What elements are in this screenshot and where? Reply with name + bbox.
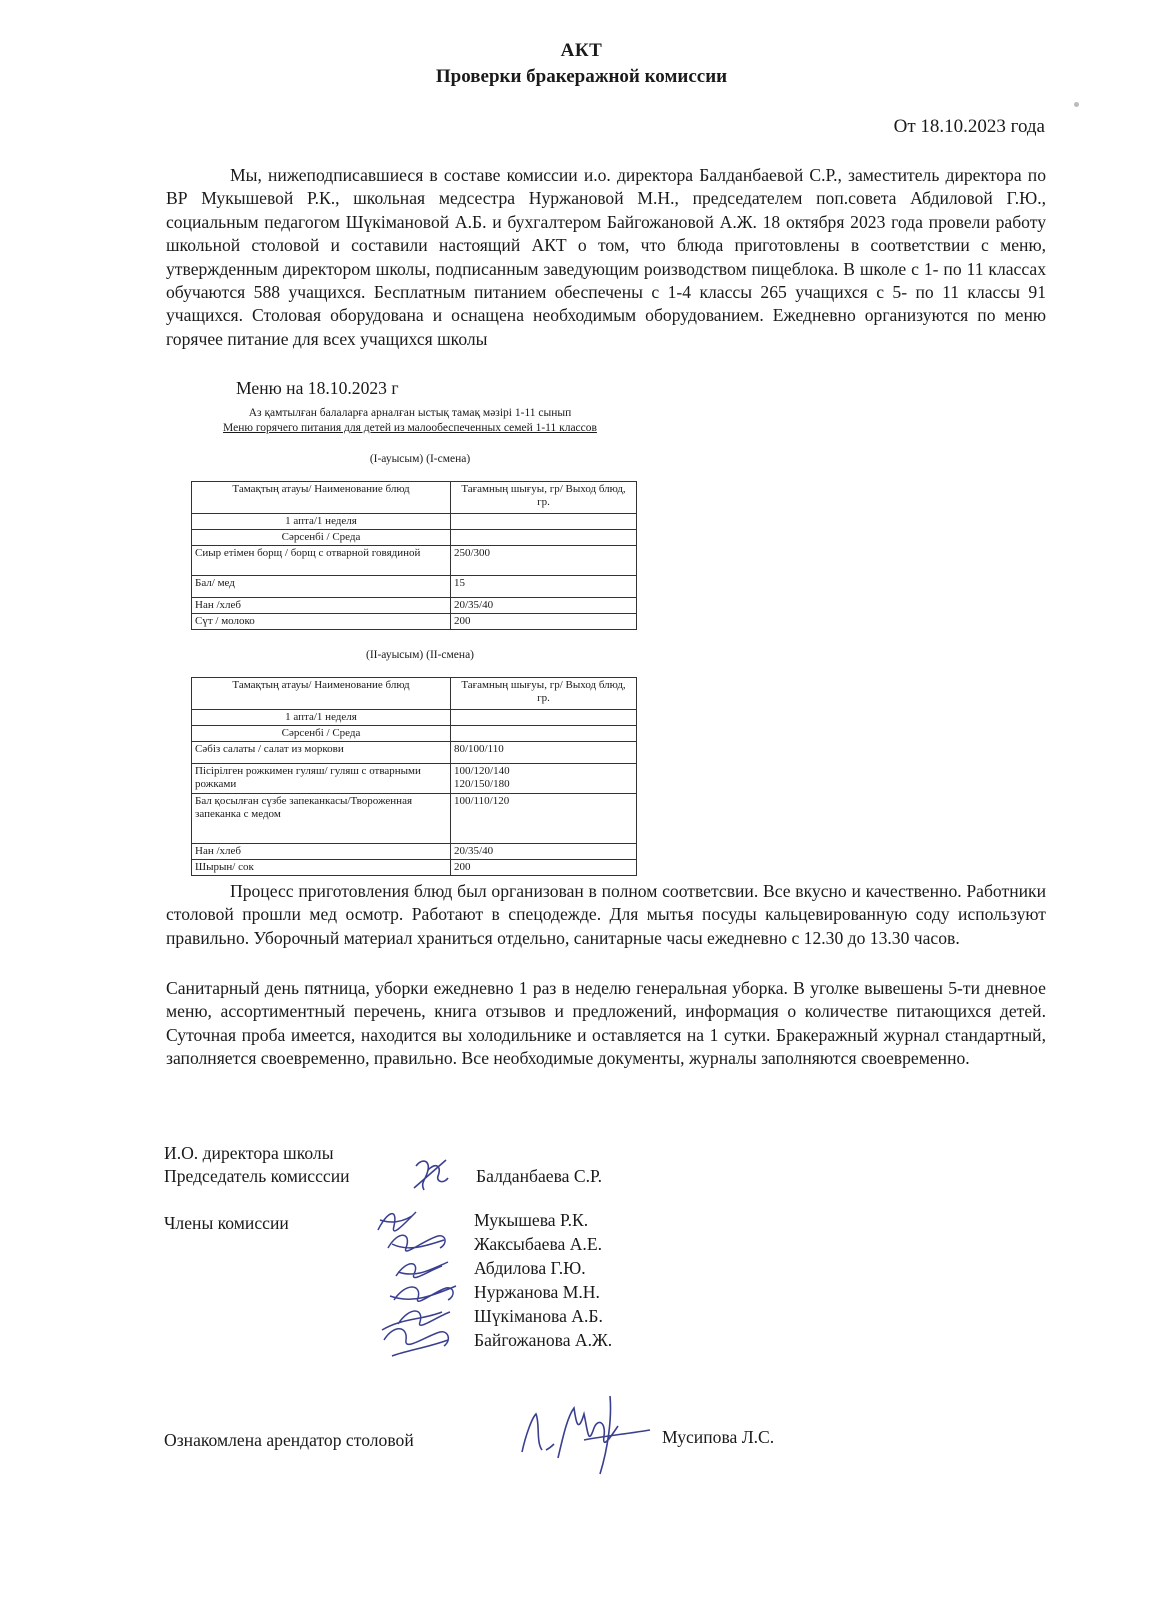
process-paragraph bbox=[166, 880, 1046, 950]
table-row-yield: 250/300 bbox=[451, 546, 637, 576]
table-row-yield: 20/35/40 bbox=[451, 598, 637, 614]
chair-name: Балданбаева С.Р. bbox=[476, 1166, 602, 1186]
sanitary-paragraph: Санитарный день пятница, уборки ежедневно 1 раз в неделю генеральная уборка. В уголке вывешены 5-ти дневное меню, ассортиментный перечень, книга отзывов и предложений, информация о количестве питающихся детей. Суточная проба имеется, находится вы холодильнике и оставляется на 1 сутки. Бракеражный журнал стандартный, заполняется своевременно, правильно. Все необходимые документы, журналы заполняются своевременно. bbox=[166, 978, 1046, 1069]
table-header-yield: Тағамның шығуы, гр/ Выход блюд, гр. bbox=[451, 482, 637, 514]
table-row-dish: Нан /хлеб bbox=[192, 844, 451, 860]
week-cell: 1 апта/1 неделя bbox=[192, 710, 451, 726]
chair-label: Председатель комисссии bbox=[164, 1166, 350, 1186]
menu-date: Меню на 18.10.2023 г bbox=[236, 378, 399, 398]
shift1-label: (І-ауысым) (І-смена) bbox=[369, 453, 471, 465]
table-row-dish: Бал/ мед bbox=[192, 576, 451, 598]
table-row-dish: Пісірілген рожкимен гуляш/ гуляш с отварными рожками bbox=[192, 764, 451, 794]
director-label: И.О. директора школы bbox=[164, 1143, 334, 1163]
day-cell: Сәрсенбі / Среда bbox=[192, 726, 451, 742]
shift2-menu-table bbox=[191, 677, 637, 876]
document-date: От 18.10.2023 года bbox=[893, 116, 1045, 137]
member-name: Байгожанова А.Ж. bbox=[474, 1330, 613, 1350]
table-row-dish: Шырын/ сок bbox=[192, 860, 451, 876]
day-cell: Сәрсенбі / Среда bbox=[192, 530, 451, 546]
members-signatures bbox=[368, 1200, 472, 1370]
yield-line: 100/120/140 bbox=[454, 765, 510, 777]
menu-heading-ru bbox=[180, 421, 640, 435]
member-name: Жаксыбаева А.Е. bbox=[474, 1234, 602, 1254]
week-cell: 1 апта/1 неделя bbox=[192, 514, 451, 530]
tenant-signature bbox=[514, 1388, 664, 1480]
table-row-yield: 100/110/120 bbox=[451, 794, 637, 844]
table-row-dish: Сиыр етімен борщ / борщ с отварной говядиной bbox=[192, 546, 451, 576]
intro-paragraph bbox=[166, 164, 1046, 351]
tenant-label: Ознакомлена арендатор столовой bbox=[164, 1430, 414, 1450]
table-row-yield bbox=[451, 764, 637, 794]
menu-heading-kz: Аз қамтылған балаларға арналған ыстық тамақ мәзірі 1-11 сынып bbox=[248, 407, 572, 419]
table-row-yield: 200 bbox=[451, 860, 637, 876]
table-header-dish: Тамақтың атауы/ Наименование блюд bbox=[192, 678, 451, 710]
menu-heading-ru-text: Меню горячего питания для детей из малообеспеченных семей 1-11 классов bbox=[223, 422, 597, 434]
shift2-label: (ІІ-ауысым) (ІІ-смена) bbox=[365, 649, 475, 661]
chair-signature bbox=[408, 1152, 456, 1198]
document-subtitle: Проверки бракеражной комиссии bbox=[435, 66, 728, 87]
table-row-dish: Бал қосылған сүзбе запеканкасы/Твороженная запеканка с медом bbox=[192, 794, 451, 844]
table-row-dish: Сүт / молоко bbox=[192, 614, 451, 630]
table-row-yield: 200 bbox=[451, 614, 637, 630]
process-text: Процесс приготовления блюд был организован в полном соответсвии. Все вкусно и качественно. Работники столовой прошли мед осмотр. Работают в спецодежде. Для мытья посуды кальцевированную соду используют правильно. Уборочный материал храниться отдельно, санитарные часы ежедневно с 12.30 до 13.30 часов. bbox=[166, 881, 1046, 948]
yield-line: 120/150/180 bbox=[454, 778, 510, 790]
table-row-yield: 20/35/40 bbox=[451, 844, 637, 860]
table-row-dish: Сәбіз салаты / салат из моркови bbox=[192, 742, 451, 764]
member-name: Шүкіманова А.Б. bbox=[474, 1306, 603, 1326]
members-label: Члены комиссии bbox=[164, 1213, 289, 1233]
table-header-yield: Тағамның шығуы, гр/ Выход блюд, гр. bbox=[451, 678, 637, 710]
member-name: Мукышева Р.К. bbox=[474, 1210, 589, 1230]
document-title: АКТ bbox=[560, 40, 603, 61]
tenant-name: Мусипова Л.С. bbox=[662, 1427, 775, 1447]
scan-speck bbox=[1074, 102, 1079, 107]
table-row-dish: Нан /хлеб bbox=[192, 598, 451, 614]
table-row-yield: 15 bbox=[451, 576, 637, 598]
table-row-yield: 80/100/110 bbox=[451, 742, 637, 764]
table-header-dish: Тамақтың атауы/ Наименование блюд bbox=[192, 482, 451, 514]
intro-text: Мы, нижеподписавшиеся в составе комиссии и.о. директора Балданбаевой С.Р., заместитель директора по ВР Мукышевой Р.К., школьная медсестра Нуржановой М.Н., председателем поп.совета Абдиловой Г.Ю., социальным педагогом Шүкімановой А.Б. и бухгалтером Байгожановой А.Ж. 18 октября 2023 года провели работу школьной столовой и составили настоящий АКТ о том, что блюда приготовлены в соответствии с меню, утвержденным директором школы, подписанным заведующим роизводством пищеблока. В школе с 1- по 11 классах обучаются 588 учащихся. Бесплатным питанием обеспечены с 1-4 классы 265 учащихся с 5- по 11 классы 91 учащихся. Столовая оборудована и оснащена необходимым оборудованием. Ежедневно организуются по меню горячее питание для всех учащихся школы bbox=[166, 165, 1046, 349]
member-name: Абдилова Г.Ю. bbox=[474, 1258, 586, 1278]
member-name: Нуржанова М.Н. bbox=[474, 1282, 600, 1302]
shift1-menu-table bbox=[191, 481, 637, 630]
